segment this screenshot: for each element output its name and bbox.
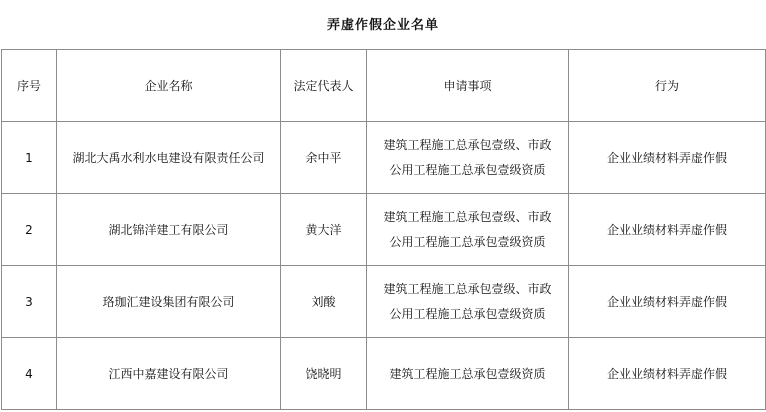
header-no: 序号 bbox=[2, 50, 57, 122]
cell-no: 4 bbox=[2, 338, 57, 410]
cell-no: 2 bbox=[2, 194, 57, 266]
cell-item bbox=[367, 266, 569, 338]
cell-item bbox=[367, 122, 569, 194]
cell-item-line2: 公用工程施工总承包壹级资质 bbox=[389, 306, 546, 321]
cell-behavior: 企业业绩材料弄虚作假 bbox=[569, 122, 766, 194]
header-rep: 法定代表人 bbox=[281, 50, 367, 122]
cell-behavior: 企业业绩材料弄虚作假 bbox=[569, 194, 766, 266]
cell-company: 湖北大禹水利水电建设有限责任公司 bbox=[57, 122, 281, 194]
cell-company: 湖北锦洋建工有限公司 bbox=[57, 194, 281, 266]
cell-rep: 黄大洋 bbox=[281, 194, 367, 266]
cell-rep: 饶晓明 bbox=[281, 338, 367, 410]
cell-behavior: 企业业绩材料弄虚作假 bbox=[569, 266, 766, 338]
cell-company: 珞珈汇建设集团有限公司 bbox=[57, 266, 281, 338]
cell-no: 1 bbox=[2, 122, 57, 194]
cell-item-line1: 建筑工程施工总承包壹级、市政 bbox=[383, 281, 552, 296]
header-item: 申请事项 bbox=[367, 50, 569, 122]
table-row bbox=[2, 266, 766, 338]
cell-no: 3 bbox=[2, 266, 57, 338]
page-title: 弄虚作假企业名单 bbox=[326, 18, 439, 33]
cell-item bbox=[367, 194, 569, 266]
table-row bbox=[2, 194, 766, 266]
cell-rep: 余中平 bbox=[281, 122, 367, 194]
cell-rep: 刘酸 bbox=[281, 266, 367, 338]
cell-company: 江西中嘉建设有限公司 bbox=[57, 338, 281, 410]
header-behavior: 行为 bbox=[569, 50, 766, 122]
table-header-row bbox=[2, 50, 766, 122]
cell-item-line2: 公用工程施工总承包壹级资质 bbox=[389, 234, 546, 249]
table-row bbox=[2, 122, 766, 194]
cell-item-line2: 公用工程施工总承包壹级资质 bbox=[389, 162, 546, 177]
cell-behavior: 企业业绩材料弄虚作假 bbox=[569, 338, 766, 410]
cell-item-line1: 建筑工程施工总承包壹级、市政 bbox=[383, 137, 552, 152]
cell-item: 建筑工程施工总承包壹级资质 bbox=[367, 338, 569, 410]
header-company: 企业名称 bbox=[57, 50, 281, 122]
enterprise-table bbox=[1, 49, 766, 410]
table-row bbox=[2, 338, 766, 410]
cell-item-line1: 建筑工程施工总承包壹级、市政 bbox=[383, 209, 552, 224]
